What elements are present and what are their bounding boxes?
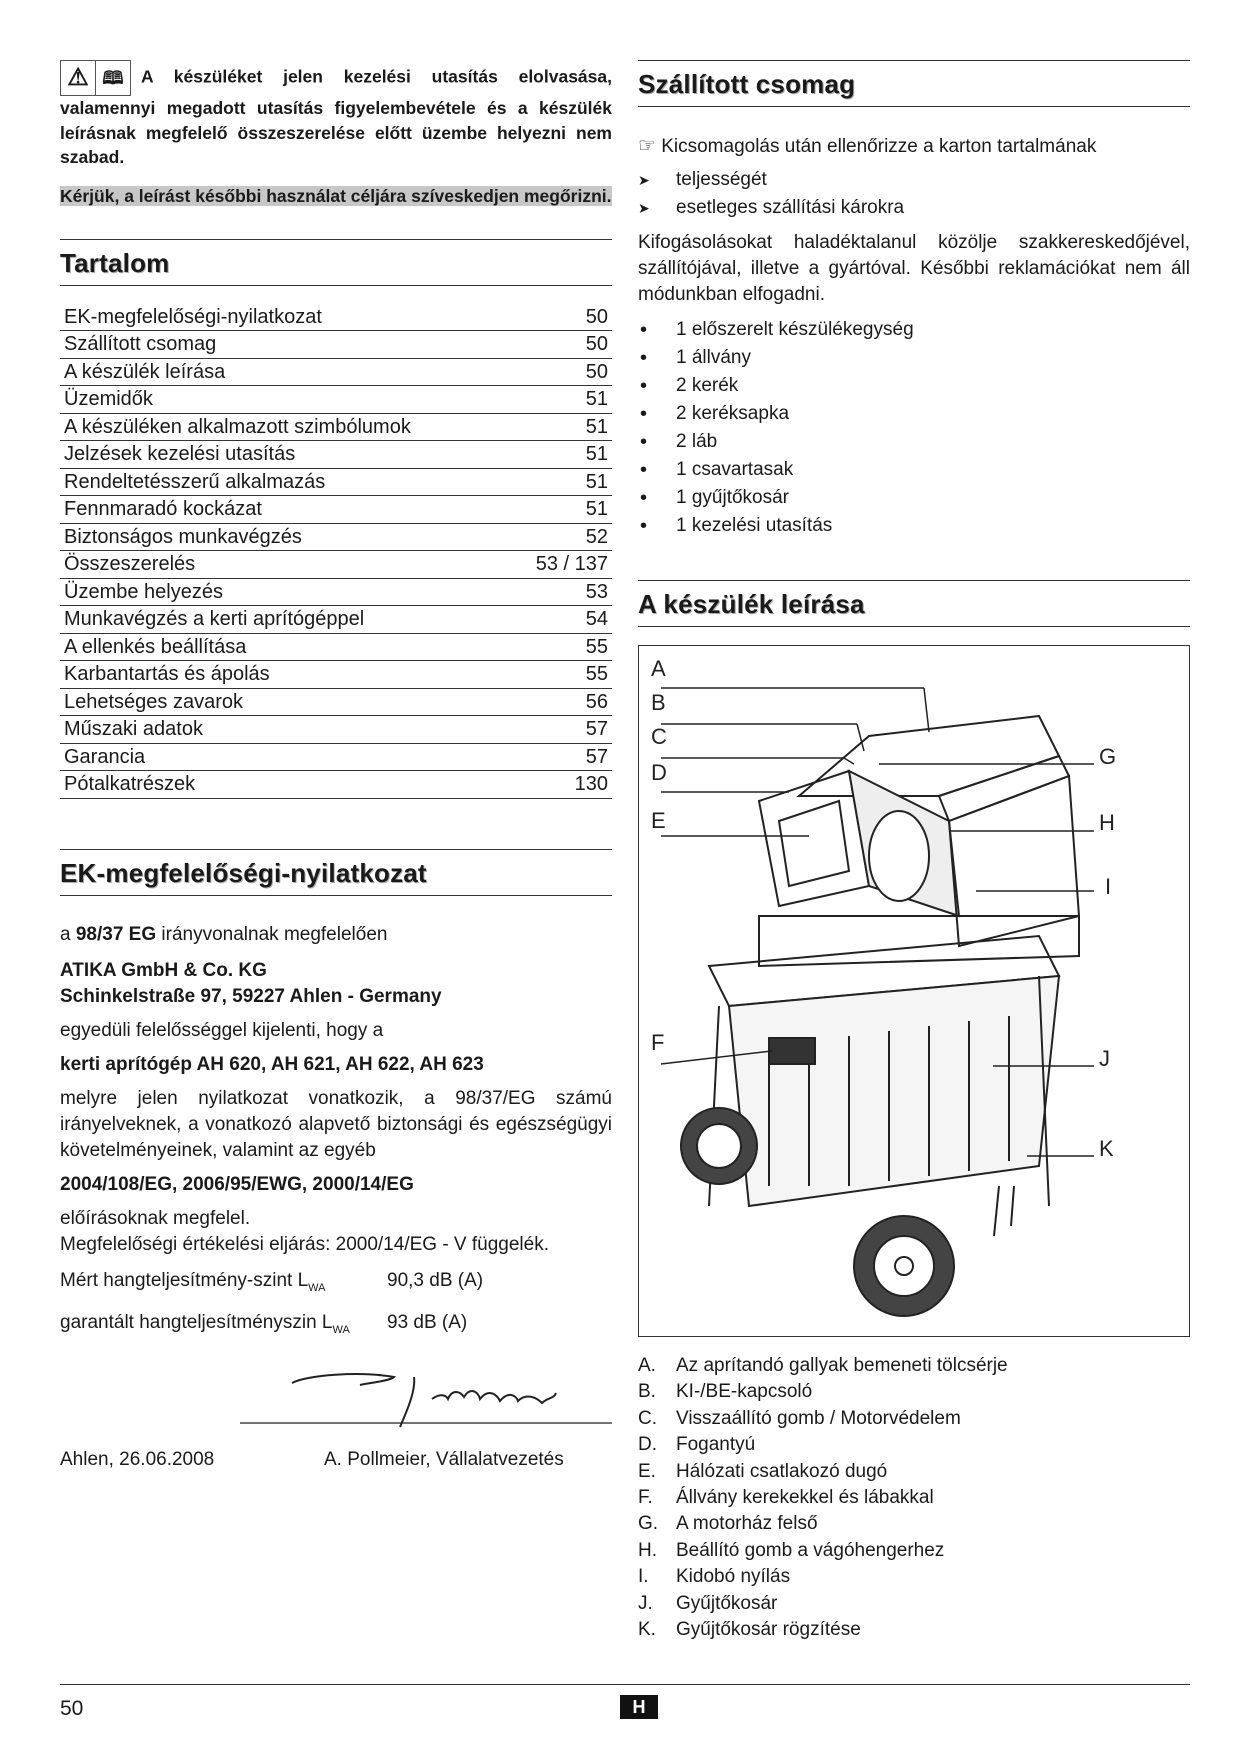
toc-page: 51 — [585, 443, 608, 465]
diagram-label-j: J — [1099, 1046, 1110, 1071]
book-icon: 🕮 — [95, 61, 130, 95]
rules-text: előírásoknak megfelel. — [60, 1207, 251, 1229]
directives-list: 2004/108/EG, 2006/95/EWG, 2000/14/EG — [60, 1173, 414, 1195]
toc-row — [60, 414, 612, 442]
legend-text: Gyűjtőkosár — [676, 1592, 778, 1614]
legend-key: B. — [638, 1381, 656, 1403]
toc-label: Karbantartás és ápolás — [64, 663, 270, 685]
statement: egyedüli felelősséggel kijelenti, hogy a — [60, 1019, 384, 1041]
toc-label: A készülék leírása — [64, 360, 226, 383]
toc-row — [60, 661, 612, 689]
legend-text: Hálózati csatlakozó dugó — [676, 1460, 888, 1482]
toc-title: Tartalom — [60, 239, 612, 286]
legend-text: Kidobó nyílás — [676, 1566, 791, 1588]
toc-page: 51 — [585, 388, 608, 410]
product-name: kerti aprítógép AH 620, AH 621, AH 622, AH 623 — [60, 1053, 484, 1075]
legend-text: A motorház felső — [676, 1513, 818, 1535]
legend-row — [638, 1564, 1190, 1590]
legend-row — [638, 1406, 1190, 1432]
check-item: ➤ teljességét — [638, 166, 1190, 194]
toc-page: 130 — [574, 773, 608, 795]
shredder-illustration — [639, 646, 1189, 1336]
legend-key: H. — [638, 1539, 657, 1561]
keep-note: Kérjük, a leírást későbbi használat céljára szíveskedjen megőrizni. — [60, 185, 612, 206]
warning-icons — [60, 60, 131, 96]
toc-row — [60, 304, 612, 332]
toc-label: Üzemidők — [64, 388, 153, 410]
legend-key: E. — [638, 1460, 656, 1482]
toc-page: 55 — [585, 663, 608, 685]
toc-page: 50 — [585, 333, 608, 355]
pointing-hand-icon: ☞ — [638, 135, 656, 157]
toc-row — [60, 634, 612, 662]
page-footer — [60, 1684, 1190, 1720]
legend-row — [638, 1617, 1190, 1643]
toc-page: 57 — [585, 718, 608, 740]
diagram-label-c: C — [651, 724, 667, 749]
conformity-text: melyre jelen nyilatkozat vonatkozik, a 98/37/EG számú irányelveknek, a vonatkozó alapvető biztonsági és egészségügyi követelményeinek, valamint az egyéb — [60, 1087, 612, 1161]
company-name: ATIKA GmbH & Co. KG — [60, 959, 267, 981]
legend-text: Beállító gomb a vágóhengerhez — [676, 1539, 945, 1561]
declaration-title: EK-megfelelőségi-nyilatkozat — [60, 849, 612, 896]
right-column — [638, 60, 1190, 1643]
legend-row — [638, 1353, 1190, 1379]
toc-label: Pótalkatrészek — [64, 773, 196, 795]
signature-area — [60, 1357, 612, 1482]
legend-key: I. — [638, 1566, 649, 1588]
legend-text: Fogantyú — [676, 1434, 756, 1456]
signatory: A. Pollmeier, Vállalatvezetés — [324, 1449, 564, 1471]
toc-page: 54 — [585, 608, 608, 630]
toc-label: Műszaki adatok — [64, 718, 203, 740]
toc-label: A készüléken alkalmazott szimbólumok — [64, 415, 411, 438]
diagram-label-a: A — [651, 656, 666, 681]
legend-key: A. — [638, 1355, 656, 1376]
toc-row — [60, 441, 612, 469]
toc-row — [60, 716, 612, 744]
toc-label: Lehetséges zavarok — [64, 690, 244, 713]
page-number: 50 — [60, 1697, 84, 1720]
diagram-label-d: D — [651, 760, 667, 785]
legend-key: K. — [638, 1619, 656, 1641]
toc-label: Üzembe helyezés — [64, 580, 223, 603]
legend-text: Az aprítandó gallyak bemeneti tölcsérje — [676, 1355, 1008, 1376]
delivery-checks — [638, 166, 1190, 222]
procedure-text: Megfelelőségi értékelési eljárás: 2000/14/EG - V függelék. — [60, 1233, 549, 1255]
legend-row — [638, 1432, 1190, 1458]
warning-note — [60, 60, 612, 170]
toc-row — [60, 386, 612, 414]
legend-key: D. — [638, 1434, 657, 1456]
declaration-body — [60, 922, 612, 1483]
toc-label: Biztonságos munkavégzés — [64, 525, 302, 548]
toc-page: 50 — [585, 305, 608, 328]
legend-row — [638, 1485, 1190, 1511]
toc-page: 51 — [585, 470, 608, 493]
toc-page: 56 — [585, 690, 608, 713]
toc-page: 57 — [585, 745, 608, 768]
toc-row — [60, 359, 612, 387]
package-item: • 2 láb — [638, 428, 1190, 456]
legend-text: Állvány kerekekkel és lábakkal — [676, 1487, 934, 1509]
delivery-items — [638, 316, 1190, 540]
legend-text: KI-/BE-kapcsoló — [676, 1381, 813, 1403]
toc-row — [60, 744, 612, 772]
toc-label: Rendeltetésszerű alkalmazás — [64, 470, 326, 493]
delivery-intro: ☞ Kicsomagolás után ellenőrizze a karton tartalmának — [638, 135, 1097, 157]
toc-row — [60, 606, 612, 634]
package-item: • 1 előszerelt készülékegység — [638, 316, 1190, 344]
diagram-label-k: K — [1099, 1136, 1114, 1161]
legend-key: C. — [638, 1407, 657, 1429]
language-badge: H — [620, 1695, 658, 1719]
toc-page: 52 — [585, 525, 608, 548]
guaranteed-sound: garantált hangteljesítményszin $L_{WA}$ 93 dB (A) — [60, 1312, 468, 1337]
left-column — [60, 60, 612, 1482]
legend-text: Gyűjtőkosár rögzítése — [676, 1619, 861, 1641]
legend-text: Visszaállító gomb / Motorvédelem — [676, 1407, 961, 1429]
package-item: • 1 kezelési utasítás — [638, 512, 1190, 540]
diagram-label-f: F — [651, 1030, 665, 1055]
toc-label: Összeszerelés — [64, 553, 196, 575]
shredder-diagram — [638, 645, 1190, 1337]
signature-image — [60, 1357, 612, 1447]
diagram-legend — [638, 1353, 1190, 1643]
toc-label: Jelzések kezelési utasítás — [64, 443, 296, 465]
directive-line: a 98/37 EG irányvonalnak megfelelően — [60, 923, 388, 945]
toc-label: A ellenkés beállítása — [64, 635, 247, 658]
complaint-text: Kifogásolásokat haladéktalanul közölje szakkereskedőjével, szállítójával, illetve a gyártóval. Későbbi reklamációkat nem áll módunkban elfogadni. — [638, 232, 1190, 305]
toc-label: EK-megfelelőségi-nyilatkozat — [64, 305, 322, 328]
check-item: ➤ esetleges szállítási károkra — [638, 194, 1190, 222]
diagram-label-i: I — [1105, 874, 1112, 899]
toc-label: Garancia — [64, 745, 146, 768]
warning-text: A készüléket jelen kezelési utasítás elolvasása, valamennyi megadott utasítás figyelembevétele és a készülék leírásnak megfelelő összeszerelése előtt üzembe helyezni nem szabad. — [60, 66, 612, 167]
place-date: Ahlen, 26.06.2008 — [60, 1449, 215, 1471]
description-title: A készülék leírása — [638, 580, 1190, 627]
toc-row — [60, 579, 612, 607]
toc-page: 51 — [585, 498, 608, 520]
toc-list — [60, 304, 612, 799]
toc-page: 51 — [585, 415, 608, 438]
diagram-label-e: E — [651, 808, 666, 833]
legend-row — [638, 1538, 1190, 1564]
legend-row — [638, 1511, 1190, 1537]
package-item: • 1 gyűjtőkosár — [638, 484, 1190, 512]
toc-row — [60, 689, 612, 717]
toc-page: 55 — [585, 635, 608, 658]
package-item: • 1 csavartasak — [638, 456, 1190, 484]
toc-row — [60, 524, 612, 552]
package-item: • 1 állvány — [638, 344, 1190, 372]
legend-key: F. — [638, 1487, 653, 1509]
legend-key: J. — [638, 1592, 653, 1614]
diagram-label-g: G — [1099, 744, 1117, 769]
toc-label: Munkavégzés a kerti aprítógéppel — [64, 608, 365, 630]
toc-row — [60, 551, 612, 579]
toc-page: 53 — [585, 580, 608, 603]
measured-sound: Mért hangteljesítmény-szint $L_{WA}$ 90,3 dB (A) — [60, 1269, 484, 1294]
toc-row — [60, 771, 612, 799]
diagram-label-h: H — [1099, 810, 1115, 835]
package-item: • 2 keréksapka — [638, 400, 1190, 428]
legend-row — [638, 1379, 1190, 1405]
toc-row — [60, 469, 612, 497]
company-address: Schinkelstraße 97, 59227 Ahlen - Germany — [60, 985, 442, 1007]
legend-row — [638, 1591, 1190, 1617]
toc-page: 50 — [585, 360, 608, 383]
legend-row — [638, 1459, 1190, 1485]
toc-row — [60, 331, 612, 359]
delivery-title: Szállított csomag — [638, 60, 1190, 107]
toc-row — [60, 496, 612, 524]
toc-label: Fennmaradó kockázat — [64, 498, 262, 520]
diagram-label-b: B — [651, 690, 666, 715]
toc-label: Szállított csomag — [64, 333, 217, 355]
package-item: • 2 kerék — [638, 372, 1190, 400]
toc-page: 53 / 137 — [535, 553, 608, 575]
legend-key: G. — [638, 1513, 659, 1535]
warning-triangle-icon: ⚠ — [67, 64, 89, 91]
